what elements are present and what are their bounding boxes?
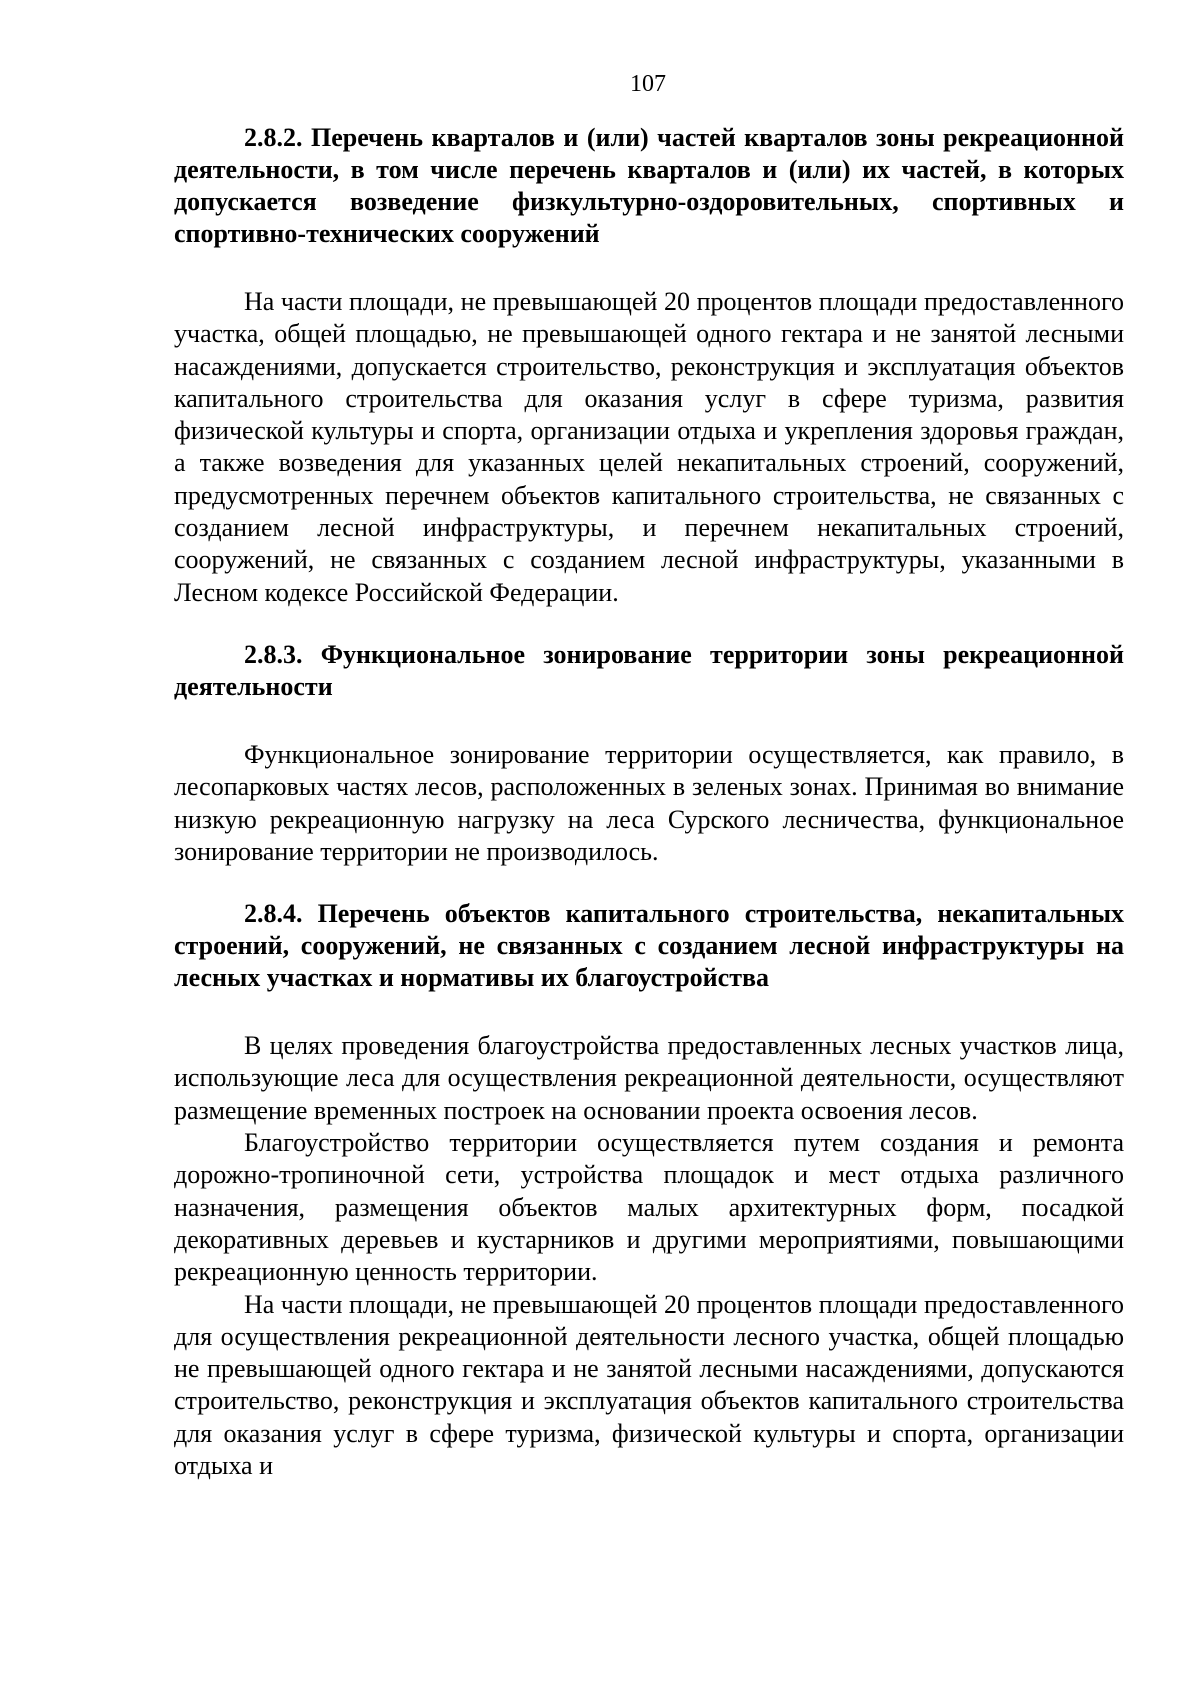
paragraph-2-8-4-3: На части площади, не превышающей 20 процентов площади предоставленного для осуществления рекреационной деятельности лесного участка, общей площадью не превышающей одного гектара и не занятой лесными насаждениями, допускаются строительство, реконструкция и эксплуатация объектов капитального строительства для оказания услуг в сфере туризма, физической культуры и спорта, организации отдыха и bbox=[174, 1289, 1124, 1481]
paragraph-2-8-4-1: В целях проведения благоустройства предоставленных лесных участков лица, использующие леса для осуществления рекреационной деятельности, осуществляют размещение временных построек на основании проекта освоения лесов. bbox=[174, 1031, 1124, 1125]
paragraph-2-8-4-2: Благоустройство территории осуществляется путем создания и ремонта дорожно-тропиночной сети, устройства площадок и мест отдыха различного назначения, размещения объектов малых архитектурных форм, посадкой декоративных деревьев и кустарников и другими мероприятиями, повышающими рекреационную ценность территории. bbox=[174, 1128, 1124, 1287]
paragraph-2-8-2: На части площади, не превышающей 20 процентов площади предоставленного участка, общей площадью, не превышающей одного гектара и не занятой лесными насаждениями, допускается строительство, реконструкция и эксплуатация объектов капитального строительства для оказания услуг в сфере туризма, развития физической культуры и спорта, организации отдыха и укрепления здоровья граждан, а также возведения для указанных целей некапитальных строений, сооружений, предусмотренных перечнем объектов капитального строительства, не связанных с созданием лесной инфраструктуры, и перечнем некапитальных строений, сооружений, не связанных с созданием лесной инфраструктуры, указанными в Лесном кодексе Российской Федерации. bbox=[174, 287, 1124, 607]
page-content bbox=[174, 122, 1124, 1482]
section-heading-2-8-3: 2.8.3. Функциональное зонирование территории зоны рекреационной деятельности bbox=[174, 639, 1124, 701]
section-heading-2-8-2: 2.8.2. Перечень кварталов и (или) частей кварталов зоны рекреационной деятельности, в том числе перечень кварталов и (или) их частей, в которых допускается возведение физкультурно-оздоровительных, спортивных и спортивно-технических сооружений bbox=[174, 123, 1124, 248]
page-number: 107 bbox=[630, 71, 666, 97]
paragraph-2-8-3: Функциональное зонирование территории осуществляется, как правило, в лесопарковых частях лесов, расположенных в зеленых зонах. Принимая во внимание низкую рекреационную нагрузку на леса Сурского лесничества, функциональное зонирование территории не производилось. bbox=[174, 739, 1124, 866]
section-heading-2-8-4: 2.8.4. Перечень объектов капитального строительства, некапитальных строений, сооружений, не связанных с созданием лесной инфраструктуры на лесных участках и нормативы их благоустройства bbox=[174, 899, 1124, 993]
